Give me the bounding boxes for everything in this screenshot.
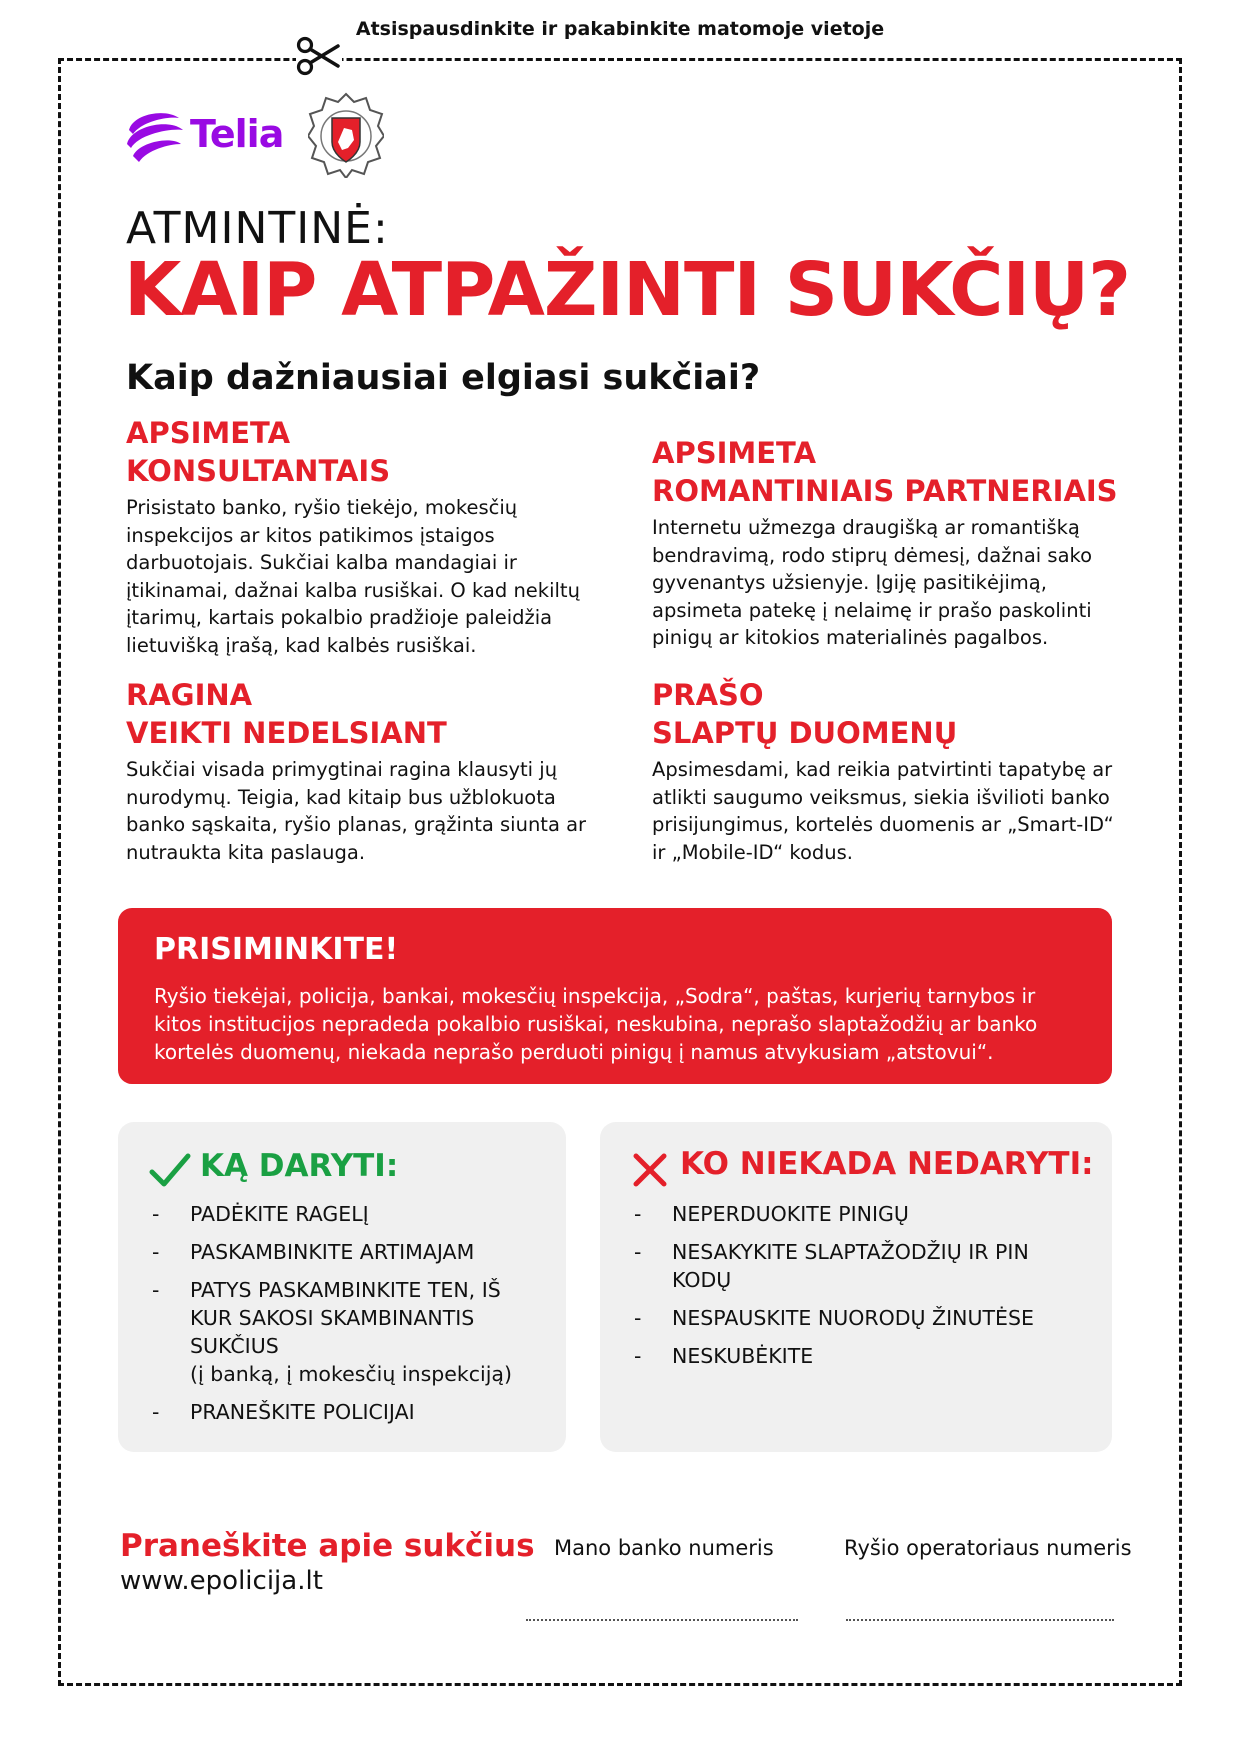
list-item-note: (į banką, į mokesčių inspekciją) — [190, 1362, 512, 1386]
alert-text: Ryšio tiekėjai, policija, bankai, mokesčių inspekcija, „Sodra“, paštas, kurjerių tarnybos ir kitos institucijos nepradeda pokalbio rusiškai, neskubina, neprašo slaptažodžių ar banko kortelės duomenų, niekada neprašo perduoti pinigų į namus atvykusiam „atstovui“. — [154, 984, 1038, 1064]
list-item: - PRANEŠKITE POLICIJAI — [152, 1398, 532, 1426]
never-do-list — [634, 1200, 1054, 1380]
remember-alert-box — [118, 908, 1112, 1084]
telia-logo-text: Telia — [190, 112, 284, 156]
list-item: - NESAKYKITE SLAPTAŽODŽIŲ IR PIN KODŲ — [634, 1238, 1054, 1294]
title-kicker: ATMINTINĖ: — [126, 203, 389, 254]
list-item: - NESPAUSKITE NUORODŲ ŽINUTĖSE — [634, 1304, 1054, 1332]
scam-type-heading: PRAŠO SLAPTŲ DUOMENŲ — [652, 678, 958, 750]
what-to-do-panel — [118, 1122, 566, 1452]
scam-type-secret-data — [652, 676, 1122, 866]
section-title: Kaip dažniausiai elgiasi sukčiai? — [126, 358, 761, 398]
list-item: - PASKAMBINKITE ARTIMAJAM — [152, 1238, 532, 1266]
alert-title: PRISIMINKITE! — [154, 932, 399, 967]
main-headline: KAIP ATPAŽINTI SUKČIŲ? — [124, 247, 1131, 333]
scam-type-consultants — [126, 414, 606, 659]
scam-type-text: Prisistato banko, ryšio tiekėjo, mokesčių inspekcijos ar kitos patikimos įstaigos darbuotojais. Sukčiai kalba mandagiai ir įtikinamai, dažnai kalba rusiškai. O kad nekiltų įtarimų, kartais pokalbio pradžioje paleidžia lietuvišką įrašą, kad kalbės rusiškai. — [126, 496, 580, 657]
list-item: - NEPERDUOKITE PINIGŲ — [634, 1200, 1054, 1228]
list-item: - PATYS PASKAMBINKITE TEN, IŠ KUR SAKOSI SKAMBINANTIS SUKČIUS (į banką, į mokesčių inspekciją) — [152, 1276, 532, 1388]
cross-icon — [630, 1150, 674, 1190]
scam-type-heading: APSIMETA ROMANTINIAIS PARTNERIAIS — [652, 436, 1118, 508]
list-item: - NESKUBĖKITE — [634, 1342, 1054, 1370]
checkmark-icon — [148, 1150, 192, 1190]
scam-type-text: Sukčiai visada primygtinai ragina klausyti jų nurodymų. Teigia, kad kitaip bus užblokuota banko sąskaita, ryšio planas, grąžinta siunta ar nutraukta kita paslauga. — [126, 758, 587, 864]
what-to-do-list — [152, 1200, 532, 1436]
scam-type-romance — [652, 434, 1122, 652]
what-to-do-title: KĄ DARYTI: — [200, 1148, 399, 1184]
never-do-panel — [600, 1122, 1112, 1452]
report-url-link[interactable]: www.epolicija.lt — [120, 1566, 323, 1596]
scam-type-heading: RAGINA VEIKTI NEDELSIANT — [126, 678, 447, 750]
list-item: - PADĖKITE RAGELĮ — [152, 1200, 532, 1228]
print-instruction: Atsispausdinkite ir pakabinkite matomoje vietoje — [355, 18, 885, 40]
operator-number-label: Ryšio operatoriaus numeris — [844, 1536, 1132, 1560]
bank-number-line — [526, 1619, 798, 1621]
never-do-title: KO NIEKADA NEDARYTI: — [680, 1146, 1094, 1182]
bank-number-label: Mano banko numeris — [554, 1536, 774, 1560]
scam-type-text: Apsimesdami, kad reikia patvirtinti tapatybę ar atlikti saugumo veiksmus, siekia išvilioti banko prisijungimus, kortelės duomenis ar „Smart-ID“ ir „Mobile-ID“ kodus. — [652, 758, 1114, 864]
operator-number-line — [846, 1619, 1114, 1621]
police-emblem — [308, 92, 384, 178]
scam-type-heading: APSIMETA KONSULTANTAIS — [126, 416, 391, 488]
scissors-icon — [296, 36, 342, 76]
scam-type-text: Internetu užmezga draugišką ar romantišką bendravimą, rodo stiprų dėmesį, dažnai sako gyvenantys užsienyje. Įgiję pasitikėjimą, apsimeta patekę į nelaimę ir prašo paskolinti pinigų ar kitokios materialinės pagalbos. — [652, 516, 1093, 649]
report-title: Praneškite apie sukčius — [120, 1528, 535, 1564]
scam-type-urgency — [126, 676, 606, 866]
